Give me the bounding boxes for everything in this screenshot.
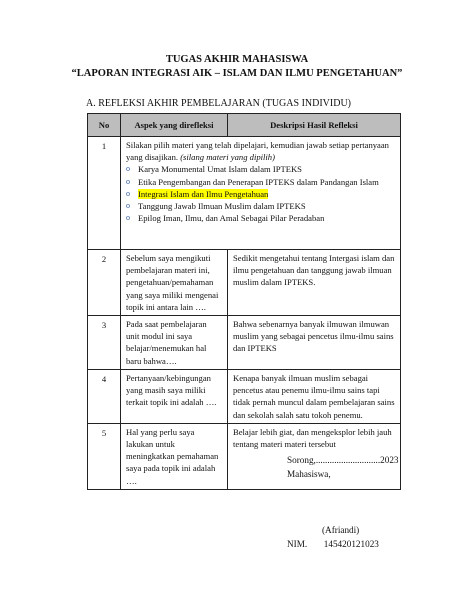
option-label-highlighted: Integrasi Islam dan Ilmu Pengetahuan (138, 188, 269, 199)
circle-bullet-icon: o (126, 176, 130, 186)
option-label: Karya Monumental Umat Islam dalam IPTEKS (138, 164, 302, 175)
table-row (88, 316, 401, 370)
signature-place-date: Sorong,............................2023 (287, 455, 399, 465)
aspect-cell: Sebelum saya mengikuti pembelajaran materi ini, pengetahuan/pemahaman yang saya miliki mengenai topik ini antara lain …. (121, 250, 228, 316)
row1-content (121, 137, 401, 250)
table-row (88, 137, 401, 250)
row-number: 4 (88, 370, 121, 424)
material-option[interactable] (126, 163, 395, 175)
aspect-cell: Hal yang perlu saya lakukan untuk meningkatkan pemahaman saya pada topik ini adalah …. (121, 423, 228, 489)
option-label: Epilog Iman, Ilmu, dan Amal Sebagai Pilar Peradaban (138, 213, 325, 224)
aspect-cell: Pada saat pembelajaran unit modul ini saya belajar/menemukan hal baru bahwa…. (121, 316, 228, 370)
table-row (88, 370, 401, 424)
row-number: 1 (88, 137, 121, 250)
material-options-list (126, 163, 395, 224)
instruction-text: Silakan pilih materi yang telah dipelajari, kemudian jawab setiap pertanyaan yang disajikan. (126, 140, 389, 163)
aspect-cell: Pertanyaan/kebingungan yang masih saya miliki terkait topik ini adalah …. (121, 370, 228, 424)
description-cell[interactable]: Bahwa sebenarnya banyak ilmuwan ilmuwan muslim yang sebagai pencetus ilmu-ilmu sains dan IPTEKS (228, 316, 401, 370)
circle-bullet-icon: o (126, 188, 130, 198)
description-cell[interactable]: Belajar lebih giat, dan mengeksplor lebih jauh tentang materi materi tersebut (228, 423, 401, 489)
nim-value: 145420121023 (323, 539, 379, 549)
nim-label: NIM. (287, 539, 308, 549)
header-description: Deskripsi Hasil Refleksi (228, 114, 401, 137)
option-label: Etika Pengembangan dan Penerapan IPTEKS dalam Pandangan Islam (138, 176, 379, 187)
section-heading: A. REFLEKSI AKHIR PEMBELAJARAN (TUGAS INDIVIDU) (86, 98, 351, 109)
description-cell[interactable]: Kenapa banyak ilmuan muslim sebagai pencetus atau penemu ilmu-ilmu sains tapi tidak pernah muncul dalam pembelajaran sains dan sekolah salah satu tokoh penemu. (228, 370, 401, 424)
header-aspect: Aspek yang direfleksi (121, 114, 228, 137)
circle-bullet-icon: o (126, 164, 130, 174)
row-number: 3 (88, 316, 121, 370)
material-option-selected[interactable] (126, 188, 395, 200)
signature-nim (287, 539, 379, 549)
circle-bullet-icon: o (126, 213, 130, 223)
signature-role: Mahasiswa, (287, 469, 331, 479)
signature-name: (Afriandi) (322, 525, 360, 535)
table-header-row (88, 114, 401, 137)
document-subtitle: “LAPORAN INTEGRASI AIK – ISLAM DAN ILMU PENGETAHUAN” (71, 68, 403, 79)
row-number: 2 (88, 250, 121, 316)
circle-bullet-icon: o (126, 201, 130, 211)
table-row (88, 250, 401, 316)
description-cell[interactable]: Sedikit mengetahui tentang Intergasi islam dan ilmu pengetahuan dan tanggung jawab ilmuan muslim dalam IPTEKS. (228, 250, 401, 316)
material-option[interactable] (126, 212, 395, 224)
material-option[interactable] (126, 200, 395, 212)
row-number: 5 (88, 423, 121, 489)
material-option[interactable] (126, 176, 395, 188)
option-label: Tanggung Jawab Ilmuan Muslim dalam IPTEKS (138, 201, 306, 212)
document-title: TUGAS AKHIR MAHASISWA (165, 54, 309, 65)
instruction-note: (silang materi yang dipilih) (180, 152, 275, 163)
reflection-table (87, 113, 401, 490)
row1-instruction (126, 139, 395, 163)
header-no: No (88, 114, 121, 137)
